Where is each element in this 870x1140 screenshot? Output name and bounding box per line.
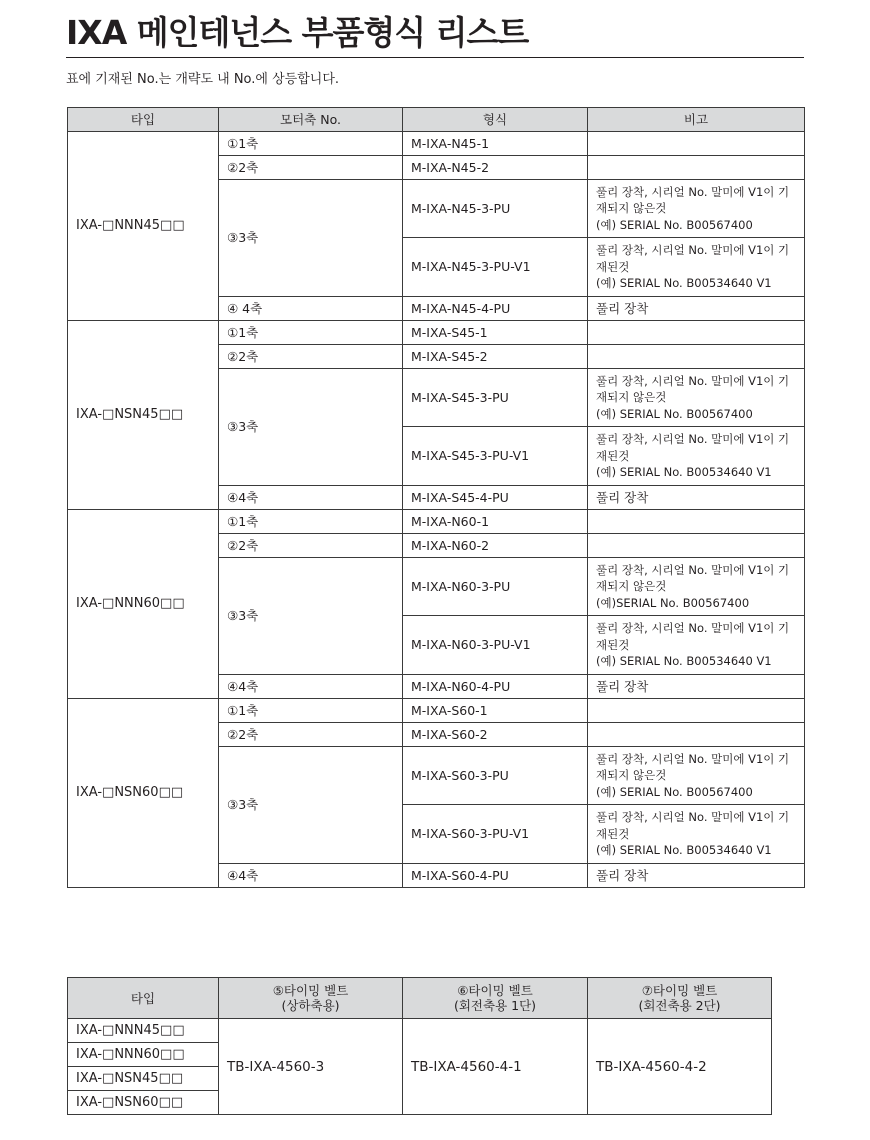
model-cell: M-IXA-N60-3-PU [403,558,588,616]
model-cell: M-IXA-S45-4-PU [403,486,588,510]
remark-cell [588,156,805,180]
remark-line: 재되지 않은것 [596,768,667,783]
axis-cell: ④ 4축 [219,297,403,321]
model-cell: M-IXA-S45-1 [403,321,588,345]
remark-line: (예) SERIAL No. B00567400 [596,217,753,232]
header-axis: 모터축 No. [219,108,403,132]
remark-line: 재된것 [596,826,630,841]
remark-line: 풀리 장착, 시리얼 No. 말미에 V1이 기 [596,621,790,636]
axis-cell: ③3축 [219,747,403,864]
axis-cell: ①1축 [219,321,403,345]
model-cell: M-IXA-S60-3-PU-V1 [403,805,588,864]
model-cell: M-IXA-S60-4-PU [403,864,588,888]
belt-type-cell: IXA-□NNN45□□ [68,1019,219,1043]
table-row [68,510,805,534]
axis-cell: ①1축 [219,510,403,534]
model-cell: M-IXA-S45-3-PU-V1 [403,427,588,486]
remark-line: 풀리 장착, 시리얼 No. 말미에 V1이 기 [596,751,790,766]
table-row [68,699,805,723]
model-cell: M-IXA-S60-1 [403,699,588,723]
remark-cell [588,558,805,616]
timing-belt-table [67,977,772,1115]
page-note: 표에 기재된 No.는 개략도 내 No.에 상등합니다. [66,72,340,87]
model-cell: M-IXA-N45-3-PU-V1 [403,238,588,297]
type-cell: IXA-□NSN60□□ [68,699,219,888]
title-divider [66,57,804,58]
table-header-row [68,108,805,132]
type-cell: IXA-□NNN60□□ [68,510,219,699]
table-row [68,321,805,345]
remark-cell [588,675,805,699]
remark-line: (예) SERIAL No. B00567400 [596,406,753,421]
remark-line: 풀리 장착 [596,300,649,316]
axis-cell: ④4축 [219,486,403,510]
remark-line: 풀리 장착, 시리얼 No. 말미에 V1이 기 [596,810,790,825]
remark-line: 풀리 장착, 시리얼 No. 말미에 V1이 기 [596,184,790,199]
type-cell: IXA-□NSN45□□ [68,321,219,510]
axis-cell: ④4축 [219,864,403,888]
remark-line: (예) SERIAL No. B00534640 V1 [596,465,772,480]
remark-line: 재되지 않은것 [596,579,667,594]
remark-cell [588,486,805,510]
belt-7-part: TB-IXA-4560-4-2 [588,1019,772,1115]
remark-cell [588,510,805,534]
axis-cell: ①1축 [219,132,403,156]
belt-type-cell: IXA-□NSN60□□ [68,1091,219,1115]
belt-header-5: ⑤타이밍 벨트 (상하축용) [219,978,403,1019]
remark-cell [588,699,805,723]
axis-cell: ③3축 [219,180,403,297]
axis-cell: ②2축 [219,534,403,558]
remark-line: 풀리 장착 [596,489,649,505]
remark-cell [588,864,805,888]
belt-header-row [68,978,772,1019]
remark-line: 재되지 않은것 [596,201,667,216]
remark-cell [588,369,805,427]
remark-cell [588,132,805,156]
model-cell: M-IXA-N45-2 [403,156,588,180]
remark-line: 재되지 않은것 [596,390,667,405]
model-cell: M-IXA-N60-4-PU [403,675,588,699]
axis-cell: ③3축 [219,558,403,675]
remark-line: 풀리 장착, 시리얼 No. 말미에 V1이 기 [596,562,790,577]
belt-6-part: TB-IXA-4560-4-1 [403,1019,588,1115]
remark-cell [588,321,805,345]
remark-cell [588,747,805,805]
maintenance-parts-table [67,107,805,888]
remark-line: 풀리 장착 [596,678,649,694]
page-title: IXA 메인테넌스 부품형식 리스트 [66,13,529,52]
belt-header-type: 타입 [68,978,219,1019]
remark-line: 재된것 [596,637,630,652]
remark-cell [588,297,805,321]
axis-cell: ②2축 [219,345,403,369]
model-cell: M-IXA-S45-2 [403,345,588,369]
remark-line: (예) SERIAL No. B00534640 V1 [596,843,772,858]
model-cell: M-IXA-N60-2 [403,534,588,558]
header-remark: 비고 [588,108,805,132]
remark-line: (예) SERIAL No. B00567400 [596,784,753,799]
remark-line: 재된것 [596,259,630,274]
remark-line: (예) SERIAL No. B00534640 V1 [596,276,772,291]
axis-cell: ③3축 [219,369,403,486]
model-cell: M-IXA-N60-1 [403,510,588,534]
remark-cell [588,616,805,675]
remark-cell [588,534,805,558]
remark-cell [588,345,805,369]
axis-cell: ④4축 [219,675,403,699]
remark-line: 풀리 장착 [596,867,649,883]
axis-cell: ②2축 [219,156,403,180]
model-cell: M-IXA-N45-3-PU [403,180,588,238]
remark-cell [588,723,805,747]
remark-line: (예) SERIAL No. B00534640 V1 [596,654,772,669]
remark-cell [588,180,805,238]
remark-cell [588,805,805,864]
remark-line: 풀리 장착, 시리얼 No. 말미에 V1이 기 [596,373,790,388]
table-row [68,132,805,156]
header-type: 타입 [68,108,219,132]
belt-5-part: TB-IXA-4560-3 [219,1019,403,1115]
remark-line: 풀리 장착, 시리얼 No. 말미에 V1이 기 [596,432,790,447]
belt-type-cell: IXA-□NNN60□□ [68,1043,219,1067]
remark-line: (예)SERIAL No. B00567400 [596,595,750,610]
axis-cell: ②2축 [219,723,403,747]
remark-line: 재된것 [596,448,630,463]
model-cell: M-IXA-S60-2 [403,723,588,747]
type-cell: IXA-□NNN45□□ [68,132,219,321]
model-cell: M-IXA-N60-3-PU-V1 [403,616,588,675]
remark-cell [588,427,805,486]
remark-cell [588,238,805,297]
table-row [68,1019,772,1043]
model-cell: M-IXA-N45-1 [403,132,588,156]
model-cell: M-IXA-S60-3-PU [403,747,588,805]
belt-header-7: ⑦타이밍 벨트 (회전축용 2단) [588,978,772,1019]
header-model: 형식 [403,108,588,132]
axis-cell: ①1축 [219,699,403,723]
model-cell: M-IXA-N45-4-PU [403,297,588,321]
remark-line: 풀리 장착, 시리얼 No. 말미에 V1이 기 [596,243,790,258]
model-cell: M-IXA-S45-3-PU [403,369,588,427]
belt-type-cell: IXA-□NSN45□□ [68,1067,219,1091]
belt-header-6: ⑥타이밍 벨트 (회전축용 1단) [403,978,588,1019]
